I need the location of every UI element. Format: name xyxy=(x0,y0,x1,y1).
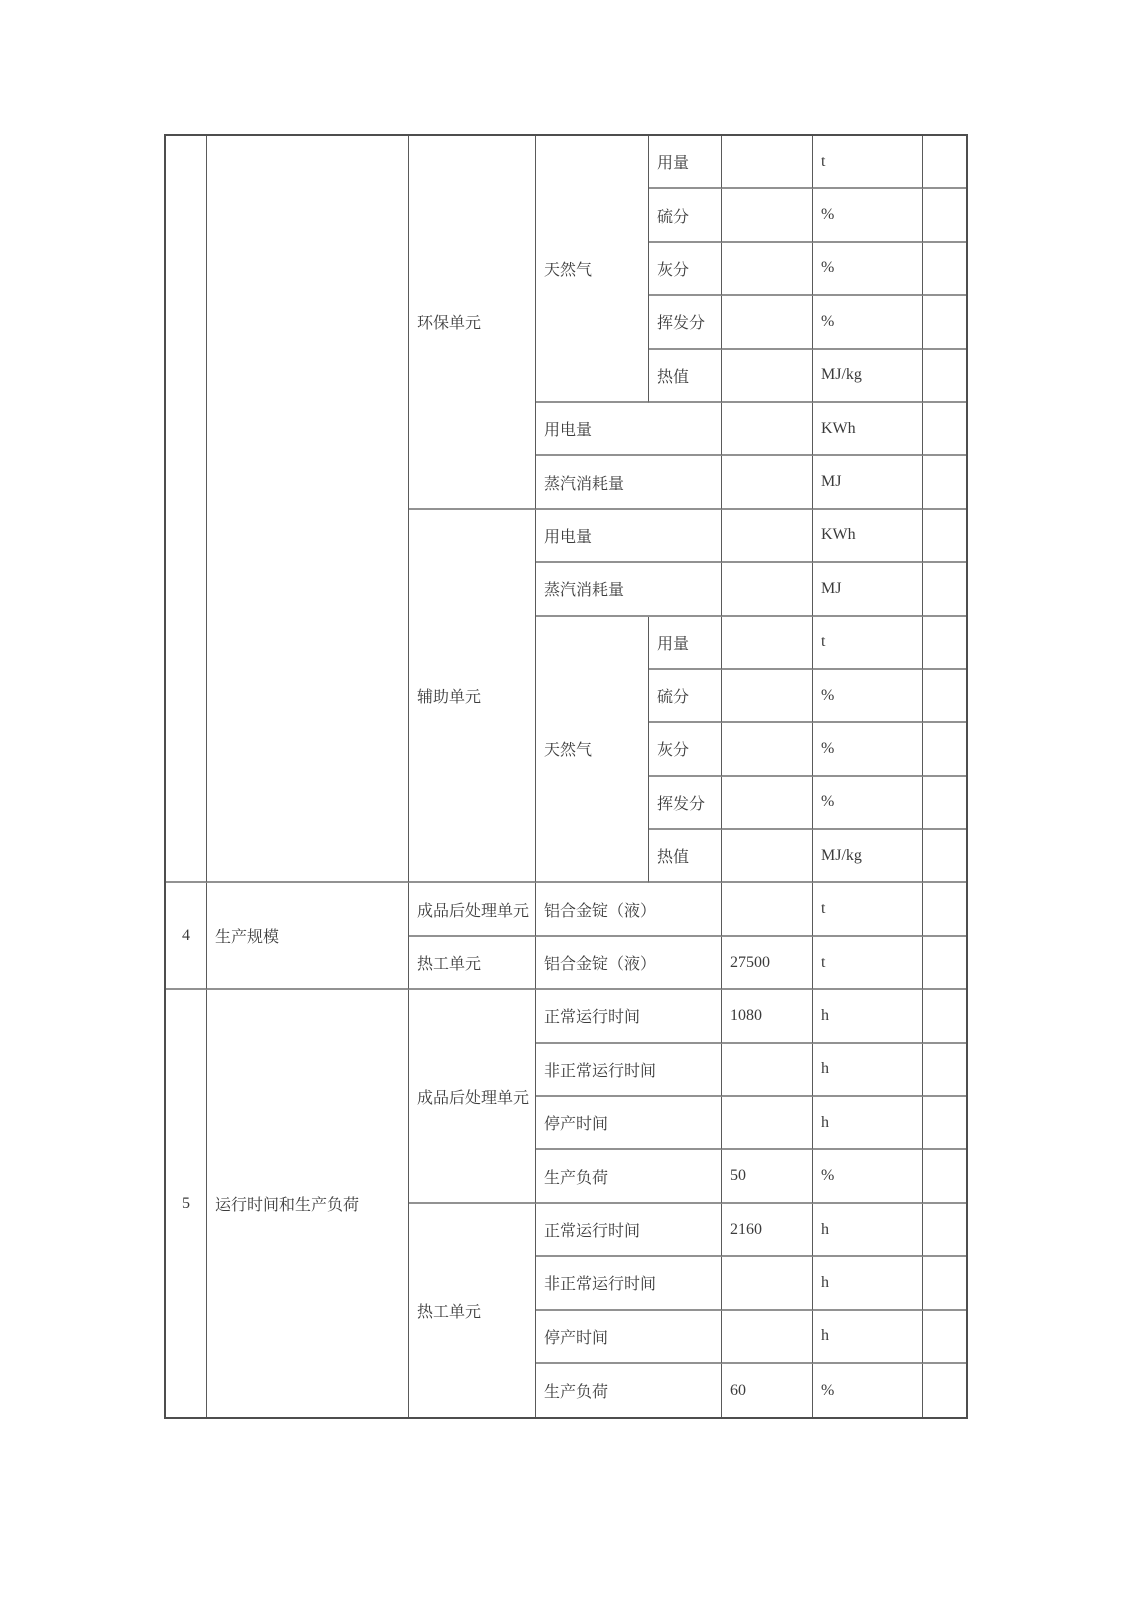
table-cell-r18-c6 xyxy=(722,1044,813,1097)
cell-text: 成品后处理单元 xyxy=(417,1089,530,1107)
cell-text: 挥发分 xyxy=(657,795,706,813)
table-cell-r2-c7 xyxy=(813,189,923,242)
table-cell-r12-c5 xyxy=(649,723,722,776)
table-cell-r14-c6 xyxy=(722,830,813,883)
table-cell-r3-c5 xyxy=(649,243,722,296)
cell-text: h xyxy=(821,1220,829,1238)
table-cell-r17-c2 xyxy=(207,990,409,1417)
cell-text: 非正常运行时间 xyxy=(544,1062,657,1080)
cell-text: 热工单元 xyxy=(417,1304,482,1322)
table-cell-r5-c5 xyxy=(649,350,722,403)
table-cell-r16-c7 xyxy=(813,937,923,990)
cell-text: t xyxy=(821,152,826,170)
table-cell-r15-c7 xyxy=(813,883,923,936)
table-cell-r22-c4 xyxy=(536,1257,722,1310)
table-cell-r12-c7 xyxy=(813,723,923,776)
cell-text: 蒸汽消耗量 xyxy=(544,582,625,600)
cell-text: % xyxy=(821,1381,835,1399)
table-cell-r5-c7 xyxy=(813,350,923,403)
table-cell-r17-c4 xyxy=(536,990,722,1043)
table-cell-r19-c7 xyxy=(813,1097,923,1150)
table-cell-r17-c3 xyxy=(409,990,536,1204)
cell-text: 硫分 xyxy=(657,689,690,707)
cell-text: 正常运行时间 xyxy=(544,1223,641,1240)
table-cell-r14-c5 xyxy=(649,830,722,883)
table-cell-r10-c5 xyxy=(649,617,722,670)
cell-text: 天然气 xyxy=(544,261,593,279)
cell-text: KWh xyxy=(821,419,856,437)
cell-text: t xyxy=(821,900,826,918)
table-cell-r3-c6 xyxy=(722,243,813,296)
cell-text: 铝合金锭（液） xyxy=(544,956,657,974)
table-cell-r6-c8 xyxy=(923,403,966,456)
cell-text: MJ/kg xyxy=(821,846,862,864)
cell-text: 1080 xyxy=(730,1006,762,1024)
cell-text: % xyxy=(821,739,835,757)
production-table xyxy=(164,134,968,1419)
table-cell-r12-c6 xyxy=(722,723,813,776)
table-cell-r12-c8 xyxy=(923,723,966,776)
table-cell-r7-c7 xyxy=(813,456,923,509)
table-cell-r1-c5 xyxy=(649,136,722,189)
table-cell-r21-c6 xyxy=(722,1204,813,1257)
table-cell-r11-c6 xyxy=(722,670,813,723)
table-cell-r15-c6 xyxy=(722,883,813,936)
table-cell-r17-c1 xyxy=(166,990,207,1417)
cell-text: % xyxy=(821,1167,835,1185)
table-cell-r15-c2 xyxy=(207,883,409,990)
table-cell-r8-c8 xyxy=(923,510,966,563)
cell-text: 停产时间 xyxy=(544,1329,609,1347)
table-cell-r3-c7 xyxy=(813,243,923,296)
table-cell-r15-c4 xyxy=(536,883,722,936)
table-cell-r1-c1 xyxy=(166,136,207,883)
cell-text: 生产规模 xyxy=(215,929,280,947)
cell-text: 60 xyxy=(730,1381,746,1399)
table-cell-r20-c6 xyxy=(722,1150,813,1203)
cell-text: 热值 xyxy=(657,849,690,867)
table-cell-r5-c8 xyxy=(923,350,966,403)
cell-text: % xyxy=(821,793,835,811)
table-cell-r1-c4 xyxy=(536,136,649,403)
table-cell-r24-c4 xyxy=(536,1364,722,1417)
table-cell-r22-c6 xyxy=(722,1257,813,1310)
table-cell-r16-c6 xyxy=(722,937,813,990)
table-cell-r23-c8 xyxy=(923,1311,966,1364)
table-cell-r4-c8 xyxy=(923,296,966,349)
table-cell-r3-c8 xyxy=(923,243,966,296)
cell-text: 灰分 xyxy=(657,742,690,760)
table-cell-r14-c8 xyxy=(923,830,966,883)
cell-text: 用电量 xyxy=(544,528,593,546)
table-cell-r8-c7 xyxy=(813,510,923,563)
table-cell-r2-c8 xyxy=(923,189,966,242)
cell-text: 50 xyxy=(730,1167,746,1185)
table-cell-r16-c3 xyxy=(409,937,536,990)
table-cell-r21-c7 xyxy=(813,1204,923,1257)
cell-text: 运行时间和生产负荷 xyxy=(215,1197,360,1215)
table-cell-r17-c8 xyxy=(923,990,966,1043)
table-cell-r24-c8 xyxy=(923,1364,966,1417)
table-cell-r11-c5 xyxy=(649,670,722,723)
cell-text: 27500 xyxy=(730,953,770,971)
cell-text: 5 xyxy=(182,1194,190,1212)
table-cell-r6-c7 xyxy=(813,403,923,456)
cell-text: 辅助单元 xyxy=(417,689,482,707)
cell-text: % xyxy=(821,259,835,277)
table-cell-r20-c7 xyxy=(813,1150,923,1203)
cell-text: 硫分 xyxy=(657,208,690,226)
table-cell-r4-c7 xyxy=(813,296,923,349)
cell-text: MJ xyxy=(821,579,842,597)
table-cell-r22-c8 xyxy=(923,1257,966,1310)
table-cell-r10-c8 xyxy=(923,617,966,670)
table-cell-r8-c3 xyxy=(409,510,536,884)
cell-text: 环保单元 xyxy=(417,315,482,333)
cell-text: 生产负荷 xyxy=(544,1169,609,1187)
table-cell-r10-c7 xyxy=(813,617,923,670)
table-cell-r9-c7 xyxy=(813,563,923,616)
table-cell-r13-c6 xyxy=(722,777,813,830)
table-cell-r5-c6 xyxy=(722,350,813,403)
cell-text: % xyxy=(821,312,835,330)
table-cell-r24-c6 xyxy=(722,1364,813,1417)
table-cell-r23-c6 xyxy=(722,1311,813,1364)
table-cell-r4-c5 xyxy=(649,296,722,349)
cell-text: 成品后处理单元 xyxy=(417,902,530,920)
table-cell-r11-c7 xyxy=(813,670,923,723)
table-cell-r15-c3 xyxy=(409,883,536,936)
table-cell-r8-c4 xyxy=(536,510,722,563)
cell-text: 用量 xyxy=(657,635,690,653)
table-cell-r15-c1 xyxy=(166,883,207,990)
table-cell-r1-c3 xyxy=(409,136,536,510)
table-cell-r7-c8 xyxy=(923,456,966,509)
table-cell-r22-c7 xyxy=(813,1257,923,1310)
cell-text: MJ/kg xyxy=(821,366,862,384)
cell-text: 4 xyxy=(182,926,190,944)
cell-text: 灰分 xyxy=(657,261,690,279)
cell-text: t xyxy=(821,633,826,651)
table-cell-r21-c4 xyxy=(536,1204,722,1257)
table-cell-r9-c8 xyxy=(923,563,966,616)
cell-text: % xyxy=(821,206,835,224)
cell-text: MJ xyxy=(821,473,842,491)
table-cell-r23-c4 xyxy=(536,1311,722,1364)
table-cell-r18-c8 xyxy=(923,1044,966,1097)
table-cell-r6-c4 xyxy=(536,403,722,456)
cell-text: 天然气 xyxy=(544,742,593,760)
cell-text: 用电量 xyxy=(544,422,593,440)
table-cell-r13-c5 xyxy=(649,777,722,830)
table-cell-r16-c4 xyxy=(536,937,722,990)
cell-text: 挥发分 xyxy=(657,315,706,333)
table-cell-r8-c6 xyxy=(722,510,813,563)
cell-text: 正常运行时间 xyxy=(544,1009,641,1027)
table-cell-r14-c7 xyxy=(813,830,923,883)
table-cell-r1-c6 xyxy=(722,136,813,189)
table-cell-r2-c5 xyxy=(649,189,722,242)
table-cell-r13-c8 xyxy=(923,777,966,830)
table-cell-r23-c7 xyxy=(813,1311,923,1364)
table-cell-r21-c8 xyxy=(923,1204,966,1257)
table-cell-r19-c8 xyxy=(923,1097,966,1150)
table-cell-r19-c4 xyxy=(536,1097,722,1150)
cell-text: h xyxy=(821,1273,829,1291)
cell-text: t xyxy=(821,953,826,971)
cell-text: KWh xyxy=(821,526,856,544)
cell-text: 生产负荷 xyxy=(544,1384,609,1402)
table-cell-r15-c8 xyxy=(923,883,966,936)
table-cell-r18-c7 xyxy=(813,1044,923,1097)
cell-text: 铝合金锭（液） xyxy=(544,902,657,920)
table-cell-r11-c8 xyxy=(923,670,966,723)
cell-text: 热值 xyxy=(657,368,690,386)
table-cell-r16-c8 xyxy=(923,937,966,990)
cell-text: h xyxy=(821,1006,829,1024)
table-cell-r18-c4 xyxy=(536,1044,722,1097)
cell-text: % xyxy=(821,686,835,704)
table-cell-r7-c6 xyxy=(722,456,813,509)
table-cell-r1-c2 xyxy=(207,136,409,883)
cell-text: h xyxy=(821,1113,829,1131)
table-cell-r1-c7 xyxy=(813,136,923,189)
table-cell-r21-c3 xyxy=(409,1204,536,1418)
table-cell-r7-c4 xyxy=(536,456,722,509)
table-cell-r4-c6 xyxy=(722,296,813,349)
table-cell-r19-c6 xyxy=(722,1097,813,1150)
table-cell-r1-c8 xyxy=(923,136,966,189)
table-cell-r17-c6 xyxy=(722,990,813,1043)
table-cell-r6-c6 xyxy=(722,403,813,456)
cell-text: 蒸汽消耗量 xyxy=(544,475,625,493)
table-cell-r9-c4 xyxy=(536,563,722,616)
cell-text: 热工单元 xyxy=(417,956,482,974)
table-cell-r20-c8 xyxy=(923,1150,966,1203)
table-cell-r2-c6 xyxy=(722,189,813,242)
cell-text: 停产时间 xyxy=(544,1116,609,1134)
cell-text: h xyxy=(821,1327,829,1345)
table-cell-r17-c7 xyxy=(813,990,923,1043)
table-cell-r9-c6 xyxy=(722,563,813,616)
cell-text: 非正常运行时间 xyxy=(544,1276,657,1294)
cell-text: 用量 xyxy=(657,155,690,173)
table-cell-r13-c7 xyxy=(813,777,923,830)
table-cell-r10-c4 xyxy=(536,617,649,884)
table-cell-r24-c7 xyxy=(813,1364,923,1417)
table-cell-r10-c6 xyxy=(722,617,813,670)
cell-text: h xyxy=(821,1060,829,1078)
cell-text: 2160 xyxy=(730,1220,762,1238)
table-cell-r20-c4 xyxy=(536,1150,722,1203)
